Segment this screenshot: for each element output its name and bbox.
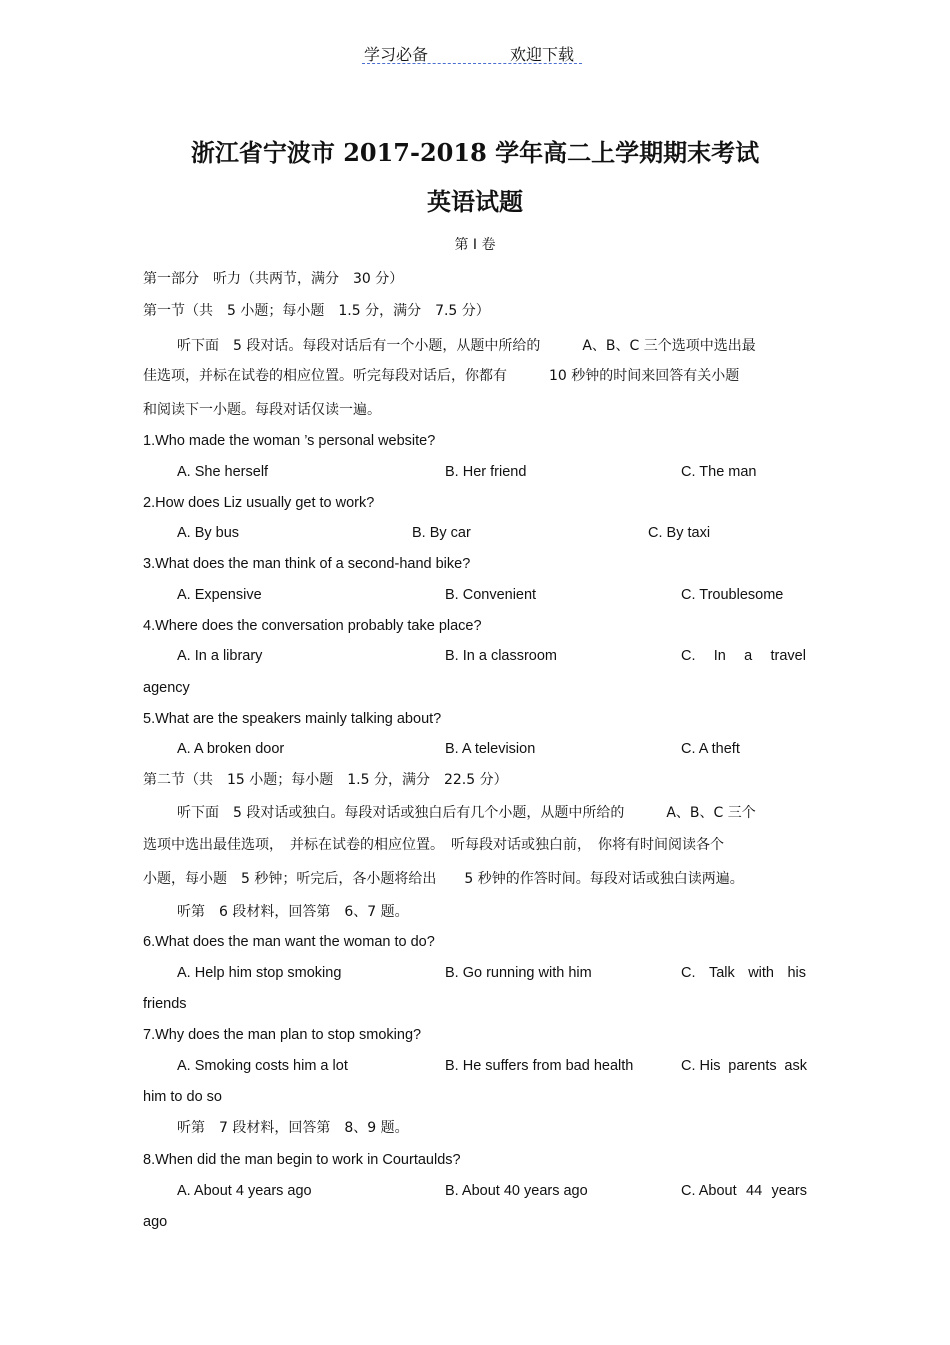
- question-8-stem: 8.When did the man begin to work in Courtaulds?: [143, 1152, 461, 1168]
- option-c-word: a: [744, 648, 753, 664]
- option-c-word: 44: [746, 1183, 763, 1199]
- question-3-option-b: B. Convenient: [445, 587, 537, 603]
- question-2-stem: 2.How does Liz usually get to work?: [143, 495, 375, 511]
- question-1-stem: 1.Who made the woman ’s personal website?: [143, 433, 436, 449]
- question-6-option-a: A. Help him stop smoking: [177, 965, 342, 981]
- question-6-option-c-continued: friends: [143, 996, 187, 1012]
- option-c-word: C. His: [681, 1058, 721, 1074]
- question-7-option-c: [681, 1058, 807, 1074]
- section2-instruction-line3: 小题，每小题 5 秒钟；听完后，各小题将给出 5 秒钟的作答时间。每段对话或独白读两遍。: [143, 871, 744, 887]
- question-1-option-a: A. She herself: [177, 464, 269, 480]
- section1-instruction-line1: 听下面 5 段对话。每段对话后有一个小题，从题中所给的 A、B、C 三个选项中选出最: [177, 338, 756, 354]
- question-7-option-b: B. He suffers from bad health: [445, 1058, 634, 1074]
- question-8-option-c-continued: ago: [143, 1214, 168, 1230]
- question-2-option-b: B. By car: [412, 525, 471, 541]
- question-3-option-c: C. Troublesome: [681, 587, 784, 603]
- option-c-word: his: [787, 965, 806, 981]
- question-2-option-c: C. By taxi: [648, 525, 711, 541]
- option-c-word: ask: [784, 1058, 807, 1074]
- section1-instruction-line2: 佳选项，并标在试卷的相应位置。听完每段对话后，你都有 10 秒钟的时间来回答有关小题: [143, 368, 740, 384]
- question-8-option-a: A. About 4 years ago: [177, 1183, 312, 1199]
- question-3-stem: 3.What does the man think of a second-hand bike?: [143, 556, 471, 572]
- question-1-option-b: B. Her friend: [445, 464, 527, 480]
- question-4-option-c: [681, 648, 806, 664]
- option-c-word: C.: [681, 648, 696, 664]
- exam-title: 浙江省宁波市 2017-2018 学年高二上学期期末考试: [190, 138, 760, 167]
- question-8-option-c: [681, 1183, 807, 1199]
- material-6-instruction: 听第 6 段材料，回答第 6、7 题。: [177, 904, 409, 920]
- section1-title: 第一节（共 5 小题；每小题 1.5 分，满分 7.5 分）: [143, 303, 490, 319]
- question-3-option-a: A. Expensive: [177, 587, 262, 603]
- question-4-option-c-continued: agency: [143, 680, 190, 696]
- question-4-stem: 4.Where does the conversation probably take place?: [143, 618, 482, 634]
- question-1-option-c: C. The man: [681, 464, 757, 480]
- header-underline: [362, 63, 582, 64]
- question-6-option-c: [681, 965, 806, 981]
- question-8-option-b: B. About 40 years ago: [445, 1183, 588, 1199]
- question-6-stem: 6.What does the man want the woman to do?: [143, 934, 435, 950]
- option-c-word: C. About: [681, 1183, 737, 1199]
- option-c-word: travel: [770, 648, 806, 664]
- volume-label: 第 I 卷: [454, 237, 496, 253]
- section2-title: 第二节（共 15 小题；每小题 1.5 分，满分 22.5 分）: [143, 772, 508, 788]
- question-7-option-c-continued: him to do so: [143, 1089, 222, 1105]
- option-c-word: In: [713, 648, 726, 664]
- question-6-option-b: B. Go running with him: [445, 965, 592, 981]
- question-5-option-c: C. A theft: [681, 741, 740, 757]
- exam-subtitle: 英语试题: [427, 187, 523, 216]
- question-4-option-b: B. In a classroom: [445, 648, 558, 664]
- option-c-word: with: [748, 965, 774, 981]
- header-left: 学习必备: [364, 45, 429, 64]
- option-c-word: Talk: [708, 965, 735, 981]
- question-5-stem: 5.What are the speakers mainly talking about?: [143, 711, 442, 727]
- question-5-option-b: B. A television: [445, 741, 536, 757]
- material-7-instruction: 听第 7 段材料，回答第 8、9 题。: [177, 1120, 409, 1136]
- option-c-word: years: [771, 1183, 807, 1199]
- section1-instruction-line3: 和阅读下一小题。每段对话仅读一遍。: [143, 402, 381, 418]
- question-7-option-a: A. Smoking costs him a lot: [177, 1058, 348, 1074]
- option-c-word: C.: [681, 965, 696, 981]
- question-4-option-a: A. In a library: [177, 648, 263, 664]
- question-5-option-a: A. A broken door: [177, 741, 285, 757]
- part1-title: 第一部分 听力（共两节，满分 30 分）: [143, 271, 404, 287]
- section2-instruction-line2: 选项中选出最佳选项， 并标在试卷的相应位置。 听每段对话或独白前， 你将有时间阅读各个: [143, 837, 724, 853]
- question-2-option-a: A. By bus: [177, 525, 240, 541]
- section2-instruction-line1: 听下面 5 段对话或独白。每段对话或独白后有几个小题，从题中所给的 A、B、C 三个: [177, 805, 756, 821]
- option-c-word: parents: [728, 1058, 777, 1074]
- header-right: 欢迎下载: [510, 45, 575, 64]
- question-7-stem: 7.Why does the man plan to stop smoking?: [143, 1027, 422, 1043]
